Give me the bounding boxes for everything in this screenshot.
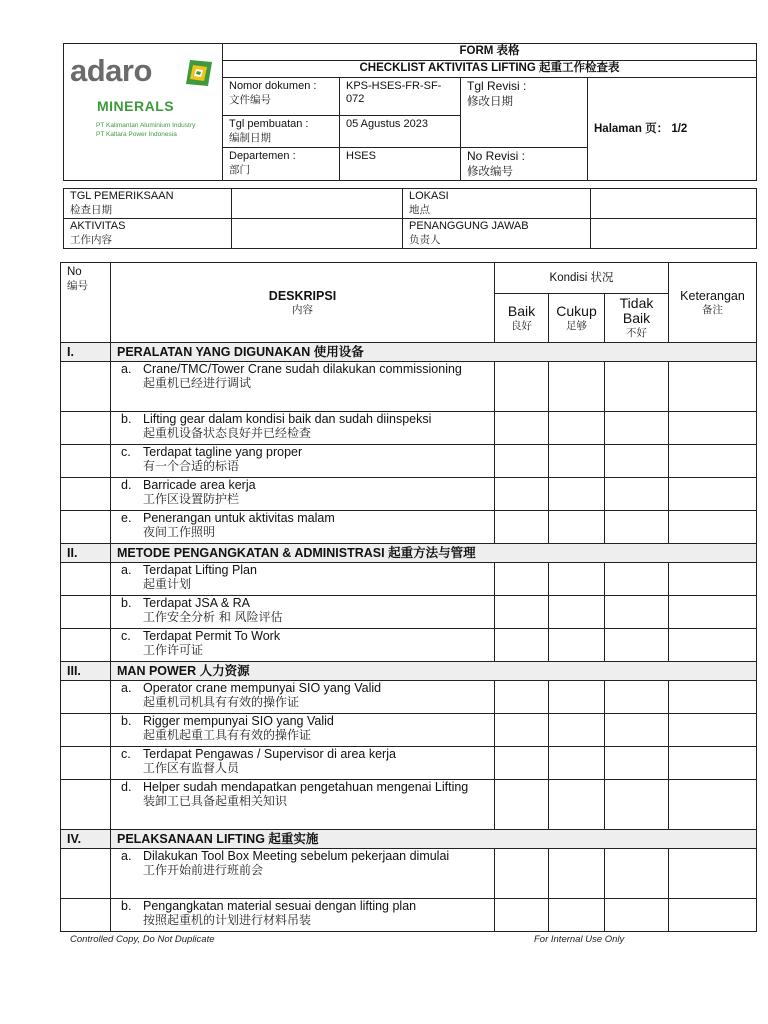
item-number-cell	[61, 511, 111, 544]
condition-good-cell[interactable]	[495, 629, 549, 662]
activity-label-cn: 工作内容	[70, 234, 112, 246]
doc-no-label-cell	[223, 78, 340, 116]
item-number-cell	[61, 780, 111, 830]
col-remarks-label: Keterangan	[680, 288, 745, 303]
remarks-cell[interactable]	[669, 714, 757, 747]
inspection-date-label-cell	[64, 189, 232, 219]
item-number-cell	[61, 747, 111, 780]
item-text: Rigger mempunyai SIO yang Valid	[143, 714, 334, 728]
condition-good-cell[interactable]	[495, 596, 549, 629]
condition-bad-cell[interactable]	[605, 362, 669, 412]
remarks-cell[interactable]	[669, 445, 757, 478]
condition-fair-cell[interactable]	[549, 362, 605, 412]
footer-controlled-copy: Controlled Copy, Do Not Duplicate	[70, 934, 215, 945]
item-text-block	[143, 478, 475, 507]
checklist-item-row	[61, 747, 757, 780]
condition-fair-cell[interactable]	[549, 899, 605, 932]
condition-fair-cell[interactable]	[549, 780, 605, 830]
rev-date-label-cn: 修改日期	[467, 94, 513, 108]
condition-bad-cell[interactable]	[605, 849, 669, 899]
section-number: III.	[61, 662, 111, 681]
condition-good-cell[interactable]	[495, 511, 549, 544]
condition-bad-cell[interactable]	[605, 511, 669, 544]
item-letter: a.	[121, 681, 132, 695]
checklist-item-row	[61, 478, 757, 511]
item-letter: c.	[121, 629, 131, 643]
inspection-date-label: TGL PEMERIKSAAN	[70, 190, 174, 202]
rev-date-cell	[461, 78, 588, 148]
form-header-table	[63, 43, 757, 181]
condition-bad-cell[interactable]	[605, 714, 669, 747]
remarks-cell[interactable]	[669, 629, 757, 662]
item-text-block	[143, 714, 475, 743]
condition-good-cell[interactable]	[495, 780, 549, 830]
item-description-cell	[111, 780, 495, 830]
item-text-cn: 工作开始前进行班前会	[143, 863, 264, 877]
item-text-block	[143, 445, 475, 474]
item-number-cell	[61, 412, 111, 445]
checklist-item-row	[61, 412, 757, 445]
col-fair-label-cn: 足够	[566, 319, 587, 332]
col-good-label-cn: 良好	[511, 319, 532, 332]
condition-good-cell[interactable]	[495, 849, 549, 899]
item-text: Helper sudah mendapatkan pengetahuan mengenai Lifting	[143, 780, 469, 794]
item-number-cell	[61, 629, 111, 662]
item-text: Terdapat tagline yang proper	[143, 445, 303, 459]
remarks-cell[interactable]	[669, 511, 757, 544]
remarks-cell[interactable]	[669, 478, 757, 511]
checklist-item-row	[61, 780, 757, 830]
dept-label: Departemen :	[229, 150, 296, 162]
section-title: PELAKSANAAN LIFTING 起重实施	[111, 830, 757, 849]
section-row	[61, 343, 757, 362]
item-number-cell	[61, 362, 111, 412]
condition-bad-cell[interactable]	[605, 899, 669, 932]
condition-fair-cell[interactable]	[549, 412, 605, 445]
logo-company-2: PT Kaltara Power Indonesia	[96, 131, 177, 138]
condition-good-cell[interactable]	[495, 899, 549, 932]
item-letter: d.	[121, 780, 132, 794]
item-text: Penerangan untuk aktivitas malam	[143, 511, 335, 525]
item-text-block	[143, 629, 475, 658]
item-text-block	[143, 511, 475, 540]
col-no-label: No	[67, 266, 82, 278]
condition-fair-cell[interactable]	[549, 596, 605, 629]
item-letter: c.	[121, 445, 131, 459]
created-value: 05 Agustus 2023	[340, 116, 461, 148]
dept-label-cell	[223, 148, 340, 181]
col-remarks-label-cn: 备注	[702, 303, 723, 316]
item-text-cn: 起重机起重工具有有效的操作证	[143, 728, 312, 742]
responsible-label-cell	[403, 219, 591, 249]
item-number-cell	[61, 714, 111, 747]
remarks-cell[interactable]	[669, 747, 757, 780]
dept-value: HSES	[340, 148, 461, 181]
item-text: Barricade area kerja	[143, 478, 256, 492]
item-description-cell	[111, 412, 495, 445]
col-no-header	[61, 263, 111, 343]
item-letter: b.	[121, 714, 132, 728]
condition-fair-cell[interactable]	[549, 714, 605, 747]
item-letter: d.	[121, 478, 132, 492]
col-desc-label-cn: 内容	[292, 303, 313, 316]
condition-fair-cell[interactable]	[549, 681, 605, 714]
doc-no-label-cn: 文件编号	[229, 94, 271, 106]
item-text-cn: 按照起重机的计划进行材料吊装	[143, 913, 312, 927]
condition-good-cell[interactable]	[495, 445, 549, 478]
item-text-block	[143, 780, 475, 809]
checklist-item-row	[61, 362, 757, 412]
item-text-cn: 工作区设置防护栏	[143, 492, 240, 506]
condition-bad-cell[interactable]	[605, 747, 669, 780]
inspection-info-table	[63, 188, 757, 249]
responsible-label-cn: 负责人	[409, 234, 441, 246]
item-description-cell	[111, 681, 495, 714]
item-text-cn: 工作区有监督人员	[143, 761, 240, 775]
section-title: PERALATAN YANG DIGUNAKAN 使用设备	[111, 343, 757, 362]
created-label-cell	[223, 116, 340, 148]
created-label: Tgl pembuatan :	[229, 118, 309, 130]
item-number-cell	[61, 563, 111, 596]
remarks-cell[interactable]	[669, 780, 757, 830]
condition-fair-cell[interactable]	[549, 478, 605, 511]
checklist-item-row	[61, 563, 757, 596]
item-text-block	[143, 362, 475, 391]
item-letter: c.	[121, 747, 131, 761]
activity-field[interactable]	[232, 219, 403, 249]
location-field[interactable]	[591, 189, 757, 219]
condition-bad-cell[interactable]	[605, 780, 669, 830]
checklist-item-row	[61, 596, 757, 629]
item-letter: e.	[121, 511, 132, 525]
condition-fair-cell[interactable]	[549, 747, 605, 780]
item-letter: b.	[121, 899, 132, 913]
item-text-cn: 夜间工作照明	[143, 525, 216, 539]
condition-bad-cell[interactable]	[605, 629, 669, 662]
condition-good-cell[interactable]	[495, 563, 549, 596]
condition-bad-cell[interactable]	[605, 596, 669, 629]
logo-company-1: PT Kalimantan Aluminium Industry	[96, 122, 196, 129]
item-text: Terdapat Permit To Work	[143, 629, 281, 643]
item-description-cell	[111, 362, 495, 412]
location-label-cn: 地点	[409, 204, 430, 216]
item-text-block	[143, 412, 475, 441]
item-letter: a.	[121, 362, 132, 376]
condition-bad-cell[interactable]	[605, 563, 669, 596]
inspection-date-label-cn: 检查日期	[70, 204, 112, 216]
responsible-field[interactable]	[591, 219, 757, 249]
condition-fair-cell[interactable]	[549, 849, 605, 899]
adaro-mark-icon	[184, 58, 214, 88]
col-bad-label: Tidak Baik	[619, 295, 654, 326]
section-number: IV.	[61, 830, 111, 849]
item-description-cell	[111, 747, 495, 780]
item-number-cell	[61, 445, 111, 478]
location-label: LOKASI	[409, 190, 449, 202]
inspection-date-field[interactable]	[232, 189, 403, 219]
checklist-title: CHECKLIST AKTIVITAS LIFTING 起重工作检查表	[223, 61, 757, 78]
item-text: Terdapat JSA & RA	[143, 596, 251, 610]
col-good-header	[495, 294, 549, 343]
condition-fair-cell[interactable]	[549, 445, 605, 478]
checklist-item-row	[61, 445, 757, 478]
checklist-item-row	[61, 899, 757, 932]
item-text-cn: 起重机司机具有有效的操作证	[143, 695, 300, 709]
section-number: I.	[61, 343, 111, 362]
condition-good-cell[interactable]	[495, 478, 549, 511]
checklist-item-row	[61, 681, 757, 714]
item-text: Terdapat Pengawas / Supervisor di area kerja	[143, 747, 396, 761]
item-description-cell	[111, 629, 495, 662]
condition-good-cell[interactable]	[495, 714, 549, 747]
item-description-cell	[111, 511, 495, 544]
activity-label-cell	[64, 219, 232, 249]
form-label: FORM 表格	[223, 44, 757, 61]
logo-division: MINERALS	[97, 98, 175, 114]
checklist-item-row	[61, 629, 757, 662]
item-description-cell	[111, 899, 495, 932]
item-description-cell	[111, 445, 495, 478]
logo-cell	[64, 44, 223, 181]
condition-bad-cell[interactable]	[605, 412, 669, 445]
item-text: Operator crane mempunyai SIO yang Valid	[143, 681, 382, 695]
remarks-cell[interactable]	[669, 849, 757, 899]
checklist-body	[61, 343, 757, 932]
section-row	[61, 662, 757, 681]
section-title: METODE PENGANGKATAN & ADMINISTRASI 起重方法与管理	[111, 544, 757, 563]
checklist-item-row	[61, 849, 757, 899]
item-text-block	[143, 681, 475, 710]
item-text-block	[143, 747, 475, 776]
section-number: II.	[61, 544, 111, 563]
condition-good-cell[interactable]	[495, 412, 549, 445]
item-text: Crane/TMC/Tower Crane sudah dilakukan commissioning	[143, 362, 462, 376]
checklist-item-row	[61, 511, 757, 544]
item-letter: b.	[121, 412, 132, 426]
doc-no-value: KPS-HSES-FR-SF-072	[340, 78, 461, 116]
rev-no-label-cn: 修改编号	[467, 164, 513, 178]
item-letter: a.	[121, 849, 132, 863]
item-number-cell	[61, 899, 111, 932]
checklist-item-row	[61, 714, 757, 747]
item-text-cn: 起重机设备状态良好并已经检查	[143, 426, 312, 440]
item-description-cell	[111, 849, 495, 899]
remarks-cell[interactable]	[669, 899, 757, 932]
remarks-cell[interactable]	[669, 362, 757, 412]
condition-fair-cell[interactable]	[549, 511, 605, 544]
condition-good-cell[interactable]	[495, 362, 549, 412]
condition-fair-cell[interactable]	[549, 563, 605, 596]
section-title: MAN POWER 人力资源	[111, 662, 757, 681]
checklist-table	[60, 262, 757, 932]
rev-no-cell	[461, 148, 588, 181]
col-fair-label: Cukup	[556, 302, 597, 319]
item-description-cell	[111, 596, 495, 629]
col-no-label-cn: 编号	[67, 280, 88, 292]
responsible-label: PENANGGUNG JAWAB	[409, 220, 529, 232]
condition-good-cell[interactable]	[495, 681, 549, 714]
col-desc-label: DESKRIPSI	[268, 288, 337, 303]
item-text-cn: 起重机已经进行调试	[143, 376, 252, 390]
footer-internal-use: For Internal Use Only	[534, 934, 625, 945]
item-text-cn: 装卸工已具备起重相关知识	[143, 794, 288, 808]
remarks-cell[interactable]	[669, 563, 757, 596]
item-number-cell	[61, 478, 111, 511]
item-text-block	[143, 596, 475, 625]
condition-bad-cell[interactable]	[605, 478, 669, 511]
col-bad-label-cn: 不好	[626, 327, 647, 339]
section-row	[61, 544, 757, 563]
condition-fair-cell[interactable]	[549, 629, 605, 662]
condition-good-cell[interactable]	[495, 747, 549, 780]
condition-bad-cell[interactable]	[605, 681, 669, 714]
col-fair-header	[549, 294, 605, 343]
item-description-cell	[111, 714, 495, 747]
item-text: Pengangkatan material sesuai dengan lifting plan	[143, 899, 417, 913]
doc-no-label: Nomor dokumen :	[229, 80, 317, 92]
col-good-label: Baik	[507, 302, 536, 319]
item-text-block	[143, 899, 475, 928]
item-text-block	[143, 563, 475, 592]
page-number: Halaman 页： 1/2	[588, 78, 757, 181]
logo-brand: adaro	[70, 53, 152, 88]
item-letter: b.	[121, 596, 132, 610]
item-text-cn: 起重计划	[143, 577, 192, 591]
rev-date-label: Tgl Revisi :	[467, 79, 527, 93]
item-text-cn: 有一个合适的标语	[143, 459, 240, 473]
item-description-cell	[111, 563, 495, 596]
item-description-cell	[111, 478, 495, 511]
activity-label: AKTIVITAS	[70, 220, 126, 232]
remarks-cell[interactable]	[669, 681, 757, 714]
item-number-cell	[61, 681, 111, 714]
created-label-cn: 编制日期	[229, 132, 271, 144]
item-text: Terdapat Lifting Plan	[143, 563, 257, 577]
item-text-block	[143, 849, 475, 878]
item-number-cell	[61, 849, 111, 899]
rev-no-label: No Revisi :	[467, 149, 526, 163]
col-desc-header	[111, 263, 495, 343]
condition-bad-cell[interactable]	[605, 445, 669, 478]
item-text-cn: 工作安全分析 和 风险评估	[143, 610, 283, 624]
location-label-cell	[403, 189, 591, 219]
col-condition-header: Kondisi 状况	[495, 263, 669, 294]
section-row	[61, 830, 757, 849]
company-logo	[64, 48, 222, 176]
item-text: Dilakukan Tool Box Meeting sebelum pekerjaan dimulai	[143, 849, 450, 863]
col-remarks-header	[669, 263, 757, 343]
item-letter: a.	[121, 563, 132, 577]
remarks-cell[interactable]	[669, 596, 757, 629]
item-text-cn: 工作许可证	[143, 643, 204, 657]
item-number-cell	[61, 596, 111, 629]
remarks-cell[interactable]	[669, 412, 757, 445]
col-bad-header	[605, 294, 669, 343]
dept-label-cn: 部门	[229, 164, 250, 176]
item-text: Lifting gear dalam kondisi baik dan sudah diinspeksi	[143, 412, 432, 426]
